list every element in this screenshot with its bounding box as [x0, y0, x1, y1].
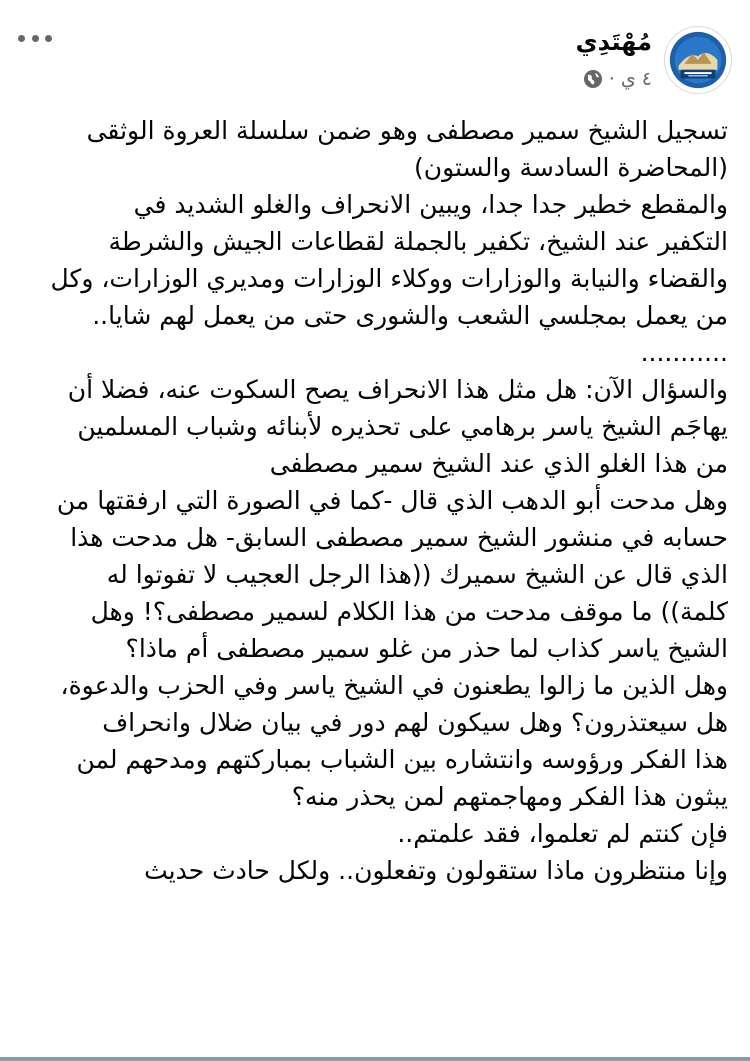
- post-meta: [583, 66, 652, 92]
- more-options-dot: [32, 35, 39, 42]
- page-logo-icon: [665, 27, 731, 93]
- more-options-dot: [45, 35, 52, 42]
- author-name[interactable]: مُهْتَدِي: [575, 28, 652, 56]
- globe-icon[interactable]: [583, 69, 603, 89]
- more-options-button[interactable]: [18, 26, 52, 50]
- more-options-icon: [18, 35, 25, 42]
- post-text: تسجيل الشيخ سمير مصطفى وهو ضمن سلسلة العروة الوثقى (المحاضرة السادسة والستون) والمقطع خطير جدا جدا، ويبين الانحراف والغلو الشديد في التكفير عند الشيخ، تكفير بالجملة لقطاعات الجيش والشرطة والقضاء والنيابة والوزارات ووكلاء الوزارات ومديري الوزارات، وكل من يعمل بمجلسي الشعب والشورى حتى من يعمل لهم شايا.. ........... والسؤال الآن: هل مثل هذا الانحراف يصح السكوت عنه، فضلا أن يهاجَم الشيخ ياسر برهامي على تحذيره لأبنائه وشباب المسلمين من هذا الغلو الذي عند الشيخ سمير مصطفى وهل مدحت أبو الدهب الذي قال -كما في الصورة التي ارفقتها من حسابه في منشور الشيخ سمير مصطفى السابق- هل مدحت هذا الذي قال عن الشيخ سميرك ((هذا الرجل العجيب لا تفوتوا له كلمة)) ما موقف مدحت من هذا الكلام لسمير مصطفى؟! وهل الشيخ ياسر كذاب لما حذر من غلو سمير مصطفى أم ماذا؟ وهل الذين ما زالوا يطعنون في الشيخ ياسر وفي الحزب والدعوة، هل سيعتذرون؟ وهل سيكون لهم دور في بيان ضلال وانحراف هذا الفكر ورؤوسه وانتشاره بين الشباب بمباركتهم ومدحهم لمن يبثون هذا الفكر ومهاجمتهم لمن يحذر منه؟ فإن كنتم لم تعلموا، فقد علمتم.. وإنا منتظرون ماذا ستقولون وتفعلون.. ولكل حادث حديث: [50, 116, 728, 885]
- page-avatar[interactable]: [664, 26, 732, 94]
- post-timestamp[interactable]: ٤ ي ·: [608, 68, 652, 90]
- bottom-divider: [0, 1057, 750, 1061]
